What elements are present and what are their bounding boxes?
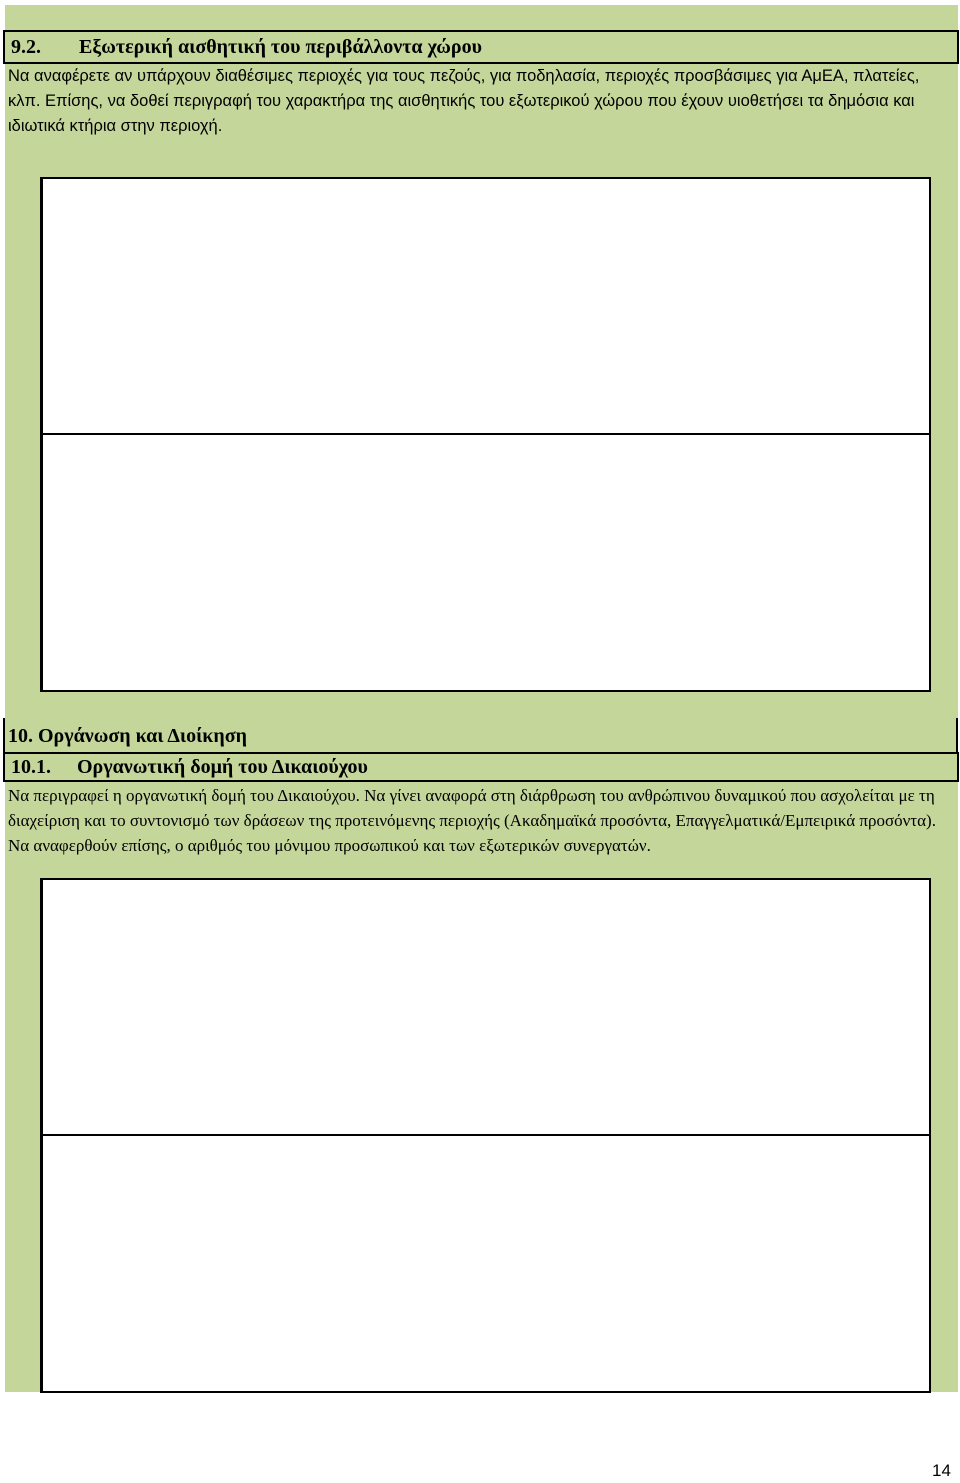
page-number: 14: [932, 1461, 951, 1480]
section-10-1-heading: [3, 752, 959, 782]
answer-box-9-2-part-2[interactable]: [40, 433, 931, 692]
answer-box-10-1-part-2[interactable]: [40, 1134, 931, 1393]
section-10-1-instructions: Να περιγραφεί η οργανωτική δομή του Δικαιούχου. Να γίνει αναφορά στη διάρθρωση του ανθρώπινου δυναμικού που ασχολείται με τη διαχείριση και το συντονισμό των δράσεων της προτεινόμενης περιοχής (Ακαδημαϊκά προσόντα, Επαγγελματικά/Εμπειρικά προσόντα). Να αναφερθούν επίσης, ο αριθμός του μόνιμου προσωπικού και των εξωτερικών συνεργατών.: [8, 786, 936, 855]
section-10-1-number: 10.1.: [11, 756, 51, 778]
section-9-2-title: Εξωτερική αισθητική του περιβάλλοντα χώρου: [79, 36, 482, 58]
answer-box-10-1-part-1[interactable]: [40, 878, 931, 1136]
section-10-1-title: Οργανωτική δομή του Δικαιούχου: [77, 756, 368, 778]
answer-box-9-2-part-1[interactable]: [40, 177, 931, 435]
section-10-right-rule: [956, 718, 958, 752]
section-9-2-heading: [3, 30, 959, 64]
section-9-2-instructions: Να αναφέρετε αν υπάρχουν διαθέσιμες περιοχές για τους πεζούς, για ποδηλασία, περιοχές προσβάσιμες για ΑμΕΑ, πλατείες, κλπ. Επίσης, να δοθεί περιγραφή του χαρακτήρα της αισθητικής του εξωτερικού χώρου που έχουν υιοθετήσει τα δημόσια και ιδιωτικά κτήρια στην περιοχή.: [8, 67, 920, 135]
section-10-left-rule: [3, 718, 5, 752]
section-10-heading: 10. Οργάνωση και Διοίκηση: [8, 725, 247, 747]
section-9-2-number: 9.2.: [11, 36, 41, 58]
